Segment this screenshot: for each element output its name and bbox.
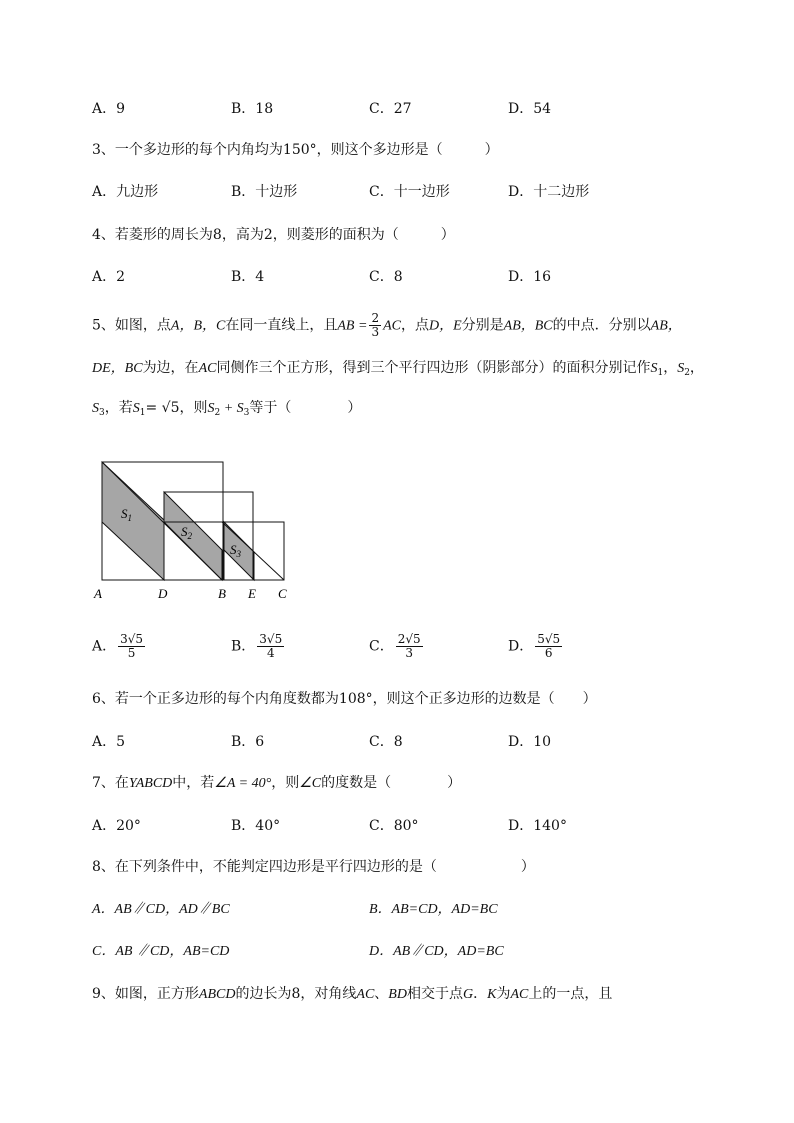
parallelogram-s1 [102,462,164,580]
subscript: 3 [243,408,250,418]
math: A，B，C [170,318,226,334]
q7-option-c: C．80° [369,818,419,834]
denominator: 6 [544,646,553,660]
text: 在同一直线上，且 [225,317,338,334]
q4-option-b: B．4 [231,269,265,285]
math: AC [383,318,401,334]
q7-option-d: D．140° [508,818,567,834]
q5-option-d [508,633,564,660]
math: AC [510,987,529,1002]
q6-stem: 6、若一个正多边形的每个内角度数都为108°，则这个正多边形的边数是（ ） [92,691,597,707]
math: AB = [337,318,368,334]
denominator: 3 [371,325,380,339]
text: 的边长为8，对角线 [235,986,357,1002]
q5-option-a [92,633,147,660]
q4-stem: 4、若菱形的周长为8，高为2，则菱形的面积为（ ） [92,227,455,243]
math: S [92,401,99,416]
label-s3: $S_3$ [230,542,241,559]
q5-option-c [369,633,425,660]
parallelogram-s2 [164,492,222,580]
text: 的度数是（ ） [321,775,462,791]
text: ，点 [400,317,429,334]
numerator: 5√5 [537,632,561,646]
fraction [369,312,381,339]
q3-option-d: D．十二边形 [508,184,590,200]
fraction [118,633,145,660]
q8-option-a: A．AB∥CD，AD∥BC [92,902,230,917]
numerator: 3√5 [120,632,144,646]
q6-option-a: A．5 [92,734,126,750]
math: AC [356,987,375,1002]
q5-stem-line-2 [92,358,704,383]
q7-stem [92,773,461,794]
text: 同侧作三个正方形，得到三个平行四边形（阴影部分）的面积分别记作 [216,360,651,376]
option-letter: D． [508,638,534,655]
text: ，则 [271,775,300,791]
math: YABCD [128,776,173,791]
math: AB， [650,318,682,334]
q3-option-a: A．九边形 [92,184,159,200]
label-s2: $S_2$ [181,524,192,541]
option-letter: A． [92,638,117,655]
text: 等于（ ） [249,400,362,416]
text: ，若 [104,400,133,416]
text: 上的一点，且 [528,986,613,1002]
fraction [396,633,423,660]
numerator: 2√5 [397,632,421,646]
q8-option-b: B．AB=CD，AD=BC [369,902,498,917]
subscript: 2 [684,368,690,378]
q8-stem: 8、在下列条件中，不能判定四边形是平行四边形的是（ ） [92,859,535,875]
text: 7、在 [92,775,129,791]
q3-option-b: B．十边形 [231,184,298,200]
numerator: 3√5 [259,632,283,646]
text: 相交于点 [406,986,463,1002]
text: 9、如图，正方形 [92,986,199,1002]
q3-stem: 3、一个多边形的每个内角均为150°，则这个多边形是（ ） [92,142,499,158]
subscript: 1 [139,408,146,418]
math: AC [198,361,217,376]
q7-option-b: B．40° [231,818,281,834]
label-c: C [278,586,287,601]
text: 5、如图，点 [92,317,171,334]
q7-option-a: A．20° [92,818,141,834]
q8-option-c: C．AB ∥CD，AB=CD [92,944,230,959]
q2-option-a: A．9 [92,101,126,117]
q5-squares-figure [88,456,298,606]
math: AB，BC [503,318,553,334]
math: ABCD [198,987,236,1002]
q6-option-c: C．8 [369,734,403,750]
q4-option-c: C．8 [369,269,403,285]
label-s1: $S_1$ [121,506,132,523]
q9-stem [92,984,612,1005]
label-b: B [218,586,226,601]
text: 为边，在 [142,360,199,376]
subscript: 2 [214,408,221,418]
text: ， [689,360,704,376]
option-letter: C． [369,638,394,655]
text: 分别是 [461,317,504,334]
math: ∠C [299,776,322,791]
text: ，则 [179,400,208,416]
q3-option-c: C．十一边形 [369,184,450,200]
math: = √5 [145,400,180,416]
math: S [132,401,140,416]
text: ， [663,360,678,376]
q2-option-c: C．27 [369,101,412,117]
denominator: 5 [127,646,136,660]
q2-option-b: B．18 [231,101,274,117]
q6-option-b: B．6 [231,734,265,750]
fraction [535,633,562,660]
denominator: 3 [405,646,413,660]
subscript: 1 [657,368,664,378]
q2-option-d: D．54 [508,101,552,117]
q5-stem-line-1 [92,312,682,339]
math: S [677,361,685,376]
label-d: D [158,586,168,601]
fraction [257,633,284,660]
math: S [650,361,658,376]
q8-option-d: D．AB∥CD，AD=BC [369,944,504,959]
label-a: A [94,586,102,601]
math: K [487,987,497,1002]
text: 、 [374,986,389,1002]
text: 的中点．分别以 [552,317,651,334]
text: ． [473,986,488,1002]
q5-stem-line-3 [92,398,361,423]
math: G [462,987,474,1002]
math: DE，BC [92,361,143,376]
math: BD [388,987,407,1002]
q4-option-a: A．2 [92,269,126,285]
math: D，E [428,318,462,334]
math: + S [220,401,244,416]
q6-option-d: D．10 [508,734,552,750]
numerator: 2 [371,311,380,325]
math: S [207,401,215,416]
math: ∠A = 40° [214,776,272,791]
subscript: 3 [99,408,105,418]
text: 中，若 [172,775,215,791]
text: 为 [496,986,511,1002]
q4-option-d: D．16 [508,269,552,285]
denominator: 4 [266,646,275,660]
option-letter: B． [231,638,256,655]
label-e: E [248,586,256,601]
q5-option-b [231,633,286,660]
